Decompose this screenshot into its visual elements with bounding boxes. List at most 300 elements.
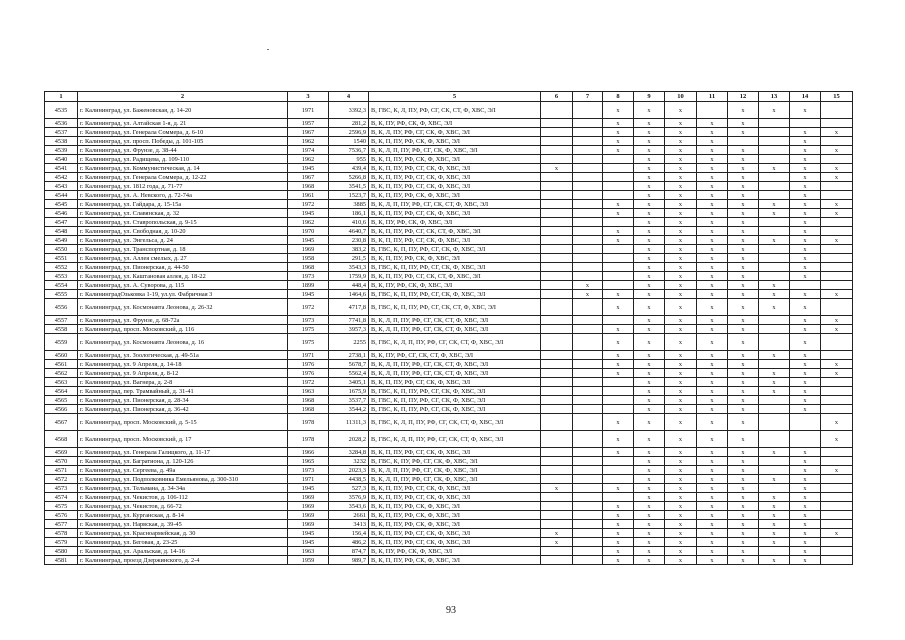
engineering-systems-cell: В, К, П, ПУ, РФ, СГ, СК, Ф, ХВС, ЭЛ <box>369 529 541 538</box>
mark-cell: x <box>665 396 697 405</box>
engineering-systems-cell: В, К, П, ПУ, РФ, СГ, СК, СТ, Ф, ХВС, ЭЛ <box>369 272 541 281</box>
engineering-systems-cell: В, К, П, ПУ, РФ, СК, Ф, ХВС, ЭЛ <box>369 155 541 164</box>
area-cell: 230,8 <box>329 236 369 245</box>
year-built-cell: 1945 <box>288 529 329 538</box>
year-built-cell: 1945 <box>288 236 329 245</box>
mark-cell <box>821 387 853 396</box>
mark-cell <box>821 457 853 466</box>
area-cell: 2023,3 <box>329 466 369 475</box>
mark-cell <box>541 182 573 191</box>
mark-cell <box>541 325 573 334</box>
mark-cell: x <box>634 369 665 378</box>
mark-cell: x <box>790 290 821 299</box>
mark-cell <box>821 520 853 529</box>
mark-cell: x <box>728 475 759 484</box>
mark-cell: x <box>728 200 759 209</box>
mark-cell <box>821 351 853 360</box>
mark-cell: x <box>634 457 665 466</box>
mark-cell: x <box>728 502 759 511</box>
mark-cell: x <box>634 484 665 493</box>
table-row <box>45 227 853 236</box>
mark-cell <box>541 119 573 128</box>
mark-cell: x <box>790 227 821 236</box>
mark-cell <box>541 405 573 414</box>
mark-cell <box>573 529 603 538</box>
table-row <box>45 457 853 466</box>
year-built-cell: 1969 <box>288 502 329 511</box>
mark-cell: x <box>697 325 728 334</box>
scan-speck <box>267 49 269 50</box>
table-row <box>45 387 853 396</box>
mark-cell <box>759 146 790 155</box>
mark-cell: x <box>665 547 697 556</box>
mark-cell: x <box>728 369 759 378</box>
area-cell: 2738,1 <box>329 351 369 360</box>
mark-cell: x <box>790 102 821 119</box>
area-cell: 156,4 <box>329 529 369 538</box>
mark-cell <box>541 245 573 254</box>
year-built-cell: 1945 <box>288 290 329 299</box>
mark-cell: x <box>790 236 821 245</box>
mark-cell: x <box>728 511 759 520</box>
mark-cell <box>603 281 634 290</box>
mark-cell: x <box>634 263 665 272</box>
mark-cell <box>573 137 603 146</box>
table-row <box>45 119 853 128</box>
mark-cell: x <box>634 556 665 565</box>
mark-cell: x <box>665 200 697 209</box>
row-number-cell: 4573 <box>45 484 78 493</box>
mark-cell: x <box>665 325 697 334</box>
mark-cell: x <box>821 200 853 209</box>
mark-cell: x <box>697 182 728 191</box>
mark-cell <box>541 272 573 281</box>
table-row <box>45 281 853 290</box>
address-cell: г. Калининград, ул. Генерала Галицкого, д. 11-17 <box>78 448 288 457</box>
mark-cell: x <box>759 493 790 502</box>
mark-cell <box>573 457 603 466</box>
mark-cell: x <box>759 387 790 396</box>
mark-cell: x <box>634 272 665 281</box>
mark-cell <box>821 102 853 119</box>
mark-cell: x <box>665 299 697 316</box>
mark-cell: x <box>728 538 759 547</box>
mark-cell <box>821 511 853 520</box>
mark-cell <box>541 236 573 245</box>
engineering-systems-cell: В, К, П, ПУ, РФ, СГ, СК, Ф, ХВС, ЭЛ <box>369 164 541 173</box>
mark-cell: x <box>697 254 728 263</box>
mark-cell <box>573 182 603 191</box>
row-number-cell: 4545 <box>45 200 78 209</box>
row-number-cell: 4572 <box>45 475 78 484</box>
row-number-cell: 4568 <box>45 431 78 448</box>
engineering-systems-cell: В, К, Л, П, ПУ, РФ, СГ, СК, СТ, Ф, ХВС, ЭЛ <box>369 200 541 209</box>
table-row <box>45 236 853 245</box>
engineering-systems-cell: В, К, П, ПУ, РФ, СК, Ф, ХВС, ЭЛ <box>369 191 541 200</box>
mark-cell <box>759 316 790 325</box>
engineering-systems-cell: В, К, Л, П, ПУ, РФ, СГ, СК, Ф, ХВС, ЭЛ <box>369 146 541 155</box>
mark-cell <box>541 316 573 325</box>
row-number-cell: 4560 <box>45 351 78 360</box>
mark-cell: x <box>603 209 634 218</box>
address-cell: г. Калининград, ул. Беговая, д. 23-25 <box>78 538 288 547</box>
mark-cell: x <box>634 414 665 431</box>
mark-cell <box>541 493 573 502</box>
row-number-cell: 4535 <box>45 102 78 119</box>
year-built-cell: 1973 <box>288 316 329 325</box>
mark-cell: x <box>665 529 697 538</box>
engineering-systems-cell: В, К, П, ПУ, РФ, СК, Ф, ХВС, ЭЛ <box>369 137 541 146</box>
row-number-cell: 4570 <box>45 457 78 466</box>
row-number-cell: 4544 <box>45 191 78 200</box>
mark-cell: x <box>728 146 759 155</box>
year-built-cell: 1958 <box>288 254 329 263</box>
mark-cell: x <box>634 146 665 155</box>
mark-cell: x <box>634 351 665 360</box>
address-cell: г. Калининград, проезд Дзержинского, д. 2-4 <box>78 556 288 565</box>
area-cell: 1523,7 <box>329 191 369 200</box>
address-cell: г. Калининград, ул. Пионерская, д. 28-34 <box>78 396 288 405</box>
mark-cell: x <box>697 281 728 290</box>
mark-cell <box>603 272 634 281</box>
area-cell: 2028,2 <box>329 431 369 448</box>
mark-cell: x <box>634 102 665 119</box>
year-built-cell: 1961 <box>288 191 329 200</box>
area-cell: 7741,8 <box>329 316 369 325</box>
mark-cell: x <box>697 119 728 128</box>
table-row <box>45 209 853 218</box>
year-built-cell: 1971 <box>288 102 329 119</box>
mark-cell: x <box>665 281 697 290</box>
engineering-systems-cell: В, ГВС, К, П, ПУ, РФ, СГ, СК, Ф, ХВС, ЭЛ <box>369 290 541 299</box>
engineering-systems-cell: В, К, П, ПУ, РФ, СК, Ф, ХВС, ЭЛ <box>369 556 541 565</box>
mark-cell: x <box>665 173 697 182</box>
mark-cell: x <box>728 290 759 299</box>
row-number-cell: 4537 <box>45 128 78 137</box>
mark-cell: x <box>821 146 853 155</box>
area-cell: 3543,3 <box>329 263 369 272</box>
mark-cell: x <box>697 200 728 209</box>
mark-cell <box>573 556 603 565</box>
mark-cell <box>573 369 603 378</box>
mark-cell: x <box>665 164 697 173</box>
mark-cell <box>821 281 853 290</box>
mark-cell: x <box>634 137 665 146</box>
row-number-cell: 4580 <box>45 547 78 556</box>
mark-cell: x <box>697 236 728 245</box>
mark-cell <box>541 155 573 164</box>
column-header: 15 <box>821 92 853 102</box>
area-cell: 410,6 <box>329 218 369 227</box>
address-cell: г. КалининградОзьковка 1-19, ул.ул. Фабричная 3 <box>78 290 288 299</box>
mark-cell: x <box>697 457 728 466</box>
area-cell: 989,7 <box>329 556 369 565</box>
column-header: 6 <box>541 92 573 102</box>
mark-cell: x <box>821 173 853 182</box>
address-cell: г. Калининград, ул. Коммунистическая, д. 14 <box>78 164 288 173</box>
mark-cell <box>573 155 603 164</box>
engineering-systems-cell: В, К, П, ПУ, РФ, СГ, СК, Ф, ХВС, ЭЛ <box>369 448 541 457</box>
address-cell: г. Калининград, ул. Энгельса, д. 24 <box>78 236 288 245</box>
mark-cell: x <box>728 351 759 360</box>
mark-cell: x <box>697 396 728 405</box>
row-number-cell: 4550 <box>45 245 78 254</box>
mark-cell <box>541 334 573 351</box>
mark-cell: x <box>728 547 759 556</box>
mark-cell <box>821 547 853 556</box>
mark-cell <box>573 164 603 173</box>
engineering-systems-cell: В, ГВС, К, Л, П, ПУ, РФ, СГ, СК, СТ, Ф, ХВС, ЭЛ <box>369 431 541 448</box>
mark-cell: x <box>728 325 759 334</box>
mark-cell: x <box>603 520 634 529</box>
mark-cell <box>603 316 634 325</box>
mark-cell: x <box>759 511 790 520</box>
mark-cell <box>603 387 634 396</box>
mark-cell: x <box>728 218 759 227</box>
column-header: 10 <box>665 92 697 102</box>
table-row <box>45 325 853 334</box>
table-row <box>45 334 853 351</box>
row-number-cell: 4577 <box>45 520 78 529</box>
area-cell: 3885 <box>329 200 369 209</box>
year-built-cell: 1968 <box>288 182 329 191</box>
table-row <box>45 254 853 263</box>
mark-cell <box>541 556 573 565</box>
address-cell: г. Калининград, ул. Гайдара, д. 15-15а <box>78 200 288 209</box>
address-cell: г. Калининград, ул. Каштановая аллея, д. 18-22 <box>78 272 288 281</box>
mark-cell: x <box>665 351 697 360</box>
mark-cell: x <box>728 272 759 281</box>
table-row <box>45 475 853 484</box>
mark-cell <box>821 378 853 387</box>
area-cell: 3405,1 <box>329 378 369 387</box>
year-built-cell: 1975 <box>288 334 329 351</box>
mark-cell: x <box>728 173 759 182</box>
area-cell: 3537,7 <box>329 396 369 405</box>
engineering-systems-cell: В, К, Л, П, ПУ, РФ, СГ, СК, СТ, Ф, ХВС, ЭЛ <box>369 316 541 325</box>
row-number-cell: 4578 <box>45 529 78 538</box>
mark-cell: x <box>790 164 821 173</box>
year-built-cell: 1967 <box>288 128 329 137</box>
row-number-cell: 4563 <box>45 378 78 387</box>
engineering-systems-cell: В, К, П, ПУ, РФ, СК, Ф, ХВС, ЭЛ <box>369 502 541 511</box>
column-header: 11 <box>697 92 728 102</box>
mark-cell: x <box>634 334 665 351</box>
mark-cell: x <box>728 182 759 191</box>
table-row <box>45 200 853 209</box>
mark-cell <box>821 475 853 484</box>
engineering-systems-cell: В, ГВС, К, П, ПУ, РФ, СГ, СК, Ф, ХВС, ЭЛ <box>369 405 541 414</box>
mark-cell: x <box>790 493 821 502</box>
mark-cell: x <box>665 119 697 128</box>
mark-cell: x <box>541 484 573 493</box>
area-cell: 3541,5 <box>329 182 369 191</box>
mark-cell <box>573 414 603 431</box>
mark-cell: x <box>821 236 853 245</box>
mark-cell: x <box>759 351 790 360</box>
mark-cell: x <box>728 414 759 431</box>
mark-cell: x <box>790 484 821 493</box>
mark-cell: x <box>728 299 759 316</box>
row-number-cell: 4561 <box>45 360 78 369</box>
mark-cell: x <box>697 466 728 475</box>
mark-cell: x <box>603 299 634 316</box>
engineering-systems-cell: В, К, П, ПУ, РФ, СК, Ф, ХВС, ЭЛ <box>369 254 541 263</box>
mark-cell: x <box>728 493 759 502</box>
mark-cell <box>603 457 634 466</box>
mark-cell: x <box>603 414 634 431</box>
row-number-cell: 4581 <box>45 556 78 565</box>
table-row <box>45 520 853 529</box>
mark-cell <box>603 191 634 200</box>
column-header: 3 <box>288 92 329 102</box>
mark-cell: x <box>728 316 759 325</box>
mark-cell: x <box>728 448 759 457</box>
row-number-cell: 4538 <box>45 137 78 146</box>
address-cell: г. Калининград, ул. Тельмана, д. 34-34а <box>78 484 288 493</box>
mark-cell: x <box>665 431 697 448</box>
mark-cell: x <box>697 155 728 164</box>
address-cell: г. Калининград, ул. Свободная, д. 10-20 <box>78 227 288 236</box>
mark-cell: x <box>634 529 665 538</box>
mark-cell: x <box>634 236 665 245</box>
address-cell: г. Калининград, ул. Космонавта Леонова, д. 26-32 <box>78 299 288 316</box>
mark-cell: x <box>603 369 634 378</box>
mark-cell <box>603 405 634 414</box>
mark-cell <box>541 502 573 511</box>
year-built-cell: 1972 <box>288 200 329 209</box>
mark-cell <box>541 511 573 520</box>
mark-cell: x <box>728 191 759 200</box>
mark-cell <box>821 137 853 146</box>
column-header: 12 <box>728 92 759 102</box>
row-number-cell: 4555 <box>45 290 78 299</box>
mark-cell: x <box>697 227 728 236</box>
mark-cell: x <box>790 511 821 520</box>
mark-cell <box>759 547 790 556</box>
mark-cell: x <box>634 325 665 334</box>
mark-cell: x <box>759 164 790 173</box>
mark-cell: x <box>728 396 759 405</box>
mark-cell <box>573 263 603 272</box>
mark-cell: x <box>790 200 821 209</box>
area-cell: 1759,9 <box>329 272 369 281</box>
mark-cell <box>573 334 603 351</box>
address-cell: г. Калининград, ул. Транспортная, д. 18 <box>78 245 288 254</box>
mark-cell: x <box>634 254 665 263</box>
row-number-cell: 4562 <box>45 369 78 378</box>
mark-cell <box>603 155 634 164</box>
mark-cell: x <box>634 281 665 290</box>
row-number-cell: 4574 <box>45 493 78 502</box>
mark-cell: x <box>728 387 759 396</box>
mark-cell <box>821 254 853 263</box>
address-cell: г. Калининград, ул. Фрунзе, д. 68-72а <box>78 316 288 325</box>
mark-cell <box>821 182 853 191</box>
mark-cell: x <box>821 369 853 378</box>
mark-cell <box>573 254 603 263</box>
mark-cell <box>759 263 790 272</box>
mark-cell: x <box>697 547 728 556</box>
engineering-systems-cell: В, К, П, ПУ, РФ, СГ, СК, Ф, ХВС, ЭЛ <box>369 236 541 245</box>
year-built-cell: 1973 <box>288 272 329 281</box>
table-row <box>45 405 853 414</box>
year-built-cell: 1968 <box>288 405 329 414</box>
year-built-cell: 1962 <box>288 155 329 164</box>
table-row <box>45 137 853 146</box>
address-cell: г. Калининград, пер. Трамвайный, д. 31-41 <box>78 387 288 396</box>
year-built-cell: 1969 <box>288 245 329 254</box>
mark-cell: x <box>697 316 728 325</box>
mark-cell <box>603 164 634 173</box>
engineering-systems-cell: В, ГВС, К, П, ПУ, РФ, СГ, СК, Ф, ХВС, ЭЛ <box>369 387 541 396</box>
year-built-cell: 1959 <box>288 556 329 565</box>
engineering-systems-cell: В, К, П, ПУ, РФ, СГ, СК, Ф, ХВС, ЭЛ <box>369 173 541 182</box>
address-cell: г. Калининград, ул. 1812 года, д. 71-77 <box>78 182 288 191</box>
mark-cell: x <box>697 556 728 565</box>
mark-cell: x <box>697 538 728 547</box>
mark-cell: x <box>697 218 728 227</box>
row-number-cell: 4536 <box>45 119 78 128</box>
year-built-cell: 1976 <box>288 360 329 369</box>
mark-cell <box>573 448 603 457</box>
mark-cell <box>573 360 603 369</box>
mark-cell: x <box>790 529 821 538</box>
table-row <box>45 396 853 405</box>
mark-cell <box>573 102 603 119</box>
mark-cell: x <box>790 502 821 511</box>
mark-cell: x <box>634 360 665 369</box>
year-built-cell: 1957 <box>288 119 329 128</box>
mark-cell <box>573 484 603 493</box>
table-row <box>45 529 853 538</box>
row-number-cell: 4556 <box>45 299 78 316</box>
mark-cell <box>541 387 573 396</box>
engineering-systems-cell: В, К, Л, П, ПУ, РФ, СГ, СК, Ф, ХВС, ЭЛ <box>369 475 541 484</box>
mark-cell: x <box>790 254 821 263</box>
mark-cell <box>790 431 821 448</box>
mark-cell <box>573 173 603 182</box>
mark-cell: x <box>697 209 728 218</box>
table-row <box>45 556 853 565</box>
mark-cell: x <box>821 325 853 334</box>
row-number-cell: 4552 <box>45 263 78 272</box>
row-number-cell: 4567 <box>45 414 78 431</box>
mark-cell <box>821 191 853 200</box>
mark-cell: x <box>634 316 665 325</box>
mark-cell: x <box>697 173 728 182</box>
mark-cell: x <box>759 299 790 316</box>
mark-cell: x <box>790 128 821 137</box>
engineering-systems-cell: В, К, ПУ, РФ, СК, Ф, ХВС, ЭЛ <box>369 218 541 227</box>
mark-cell <box>821 245 853 254</box>
mark-cell <box>541 547 573 556</box>
table-row <box>45 360 853 369</box>
mark-cell <box>573 191 603 200</box>
mark-cell: x <box>697 146 728 155</box>
year-built-cell: 1969 <box>288 520 329 529</box>
mark-cell <box>573 431 603 448</box>
table-row <box>45 218 853 227</box>
mark-cell: x <box>759 448 790 457</box>
engineering-systems-cell: В, К, Л, П, ПУ, РФ, СГ, СК, Ф, ХВС, ЭЛ <box>369 466 541 475</box>
address-cell: г. Калининград, просп. Московский, д. 116 <box>78 325 288 334</box>
mark-cell <box>541 299 573 316</box>
year-built-cell: 1973 <box>288 466 329 475</box>
mark-cell: x <box>603 200 634 209</box>
mark-cell: x <box>541 529 573 538</box>
mark-cell <box>603 493 634 502</box>
